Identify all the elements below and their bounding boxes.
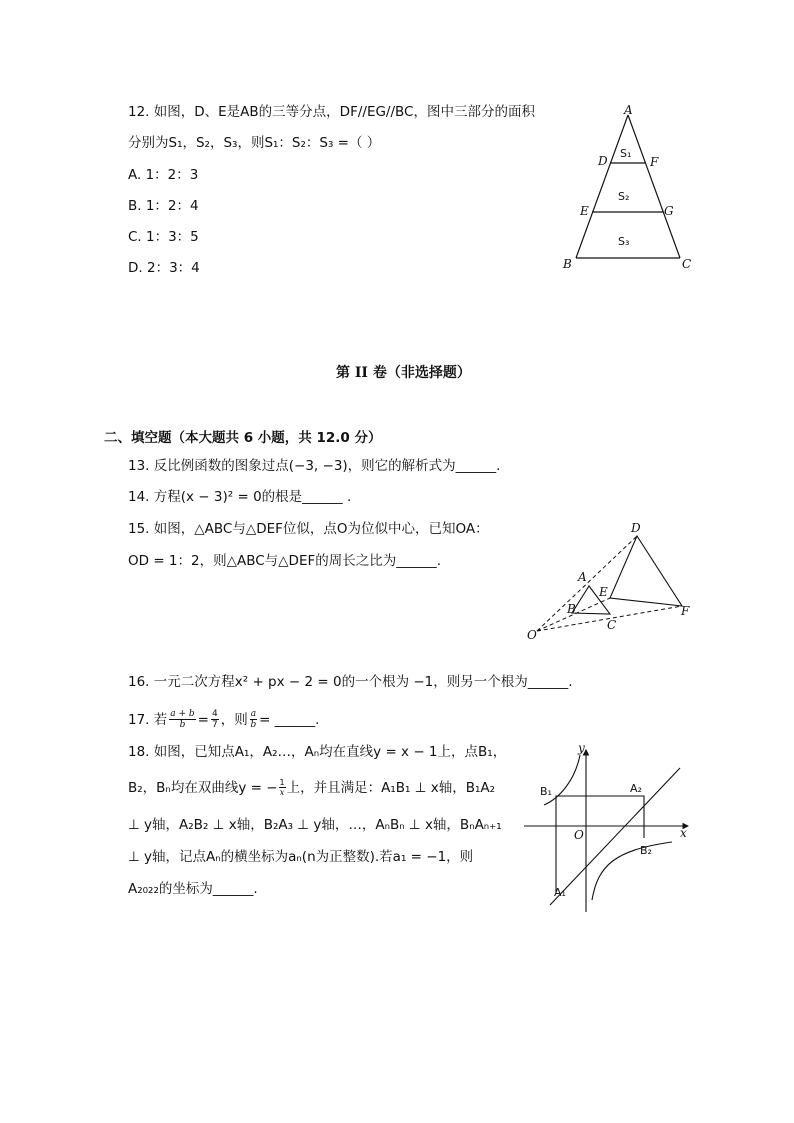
q17-frac2-den: 7 [211,720,218,730]
part2-title: 第 II 卷（非选择题） [336,365,471,381]
q15-homothety-figure [525,518,705,648]
q17-prefix: 17. 若 [128,711,168,728]
q12-line1: 12. 如图，D、E是AB的三等分点，DF//EG//BC，图中三部分的面积 [128,104,535,120]
q17-frac2-num: 4 [211,709,218,719]
q12-trapezoid-figure [560,100,700,275]
q12-option-c[interactable]: C. 1：3：5 [128,229,199,245]
label-a: A [624,103,633,117]
q15-line1: 15. 如图，△ABC与△DEF位似，点O为位似中心，已知OA： [128,521,489,537]
label-b2: B₂ [640,844,652,857]
label-e: E [599,585,608,599]
line-ac [628,115,680,258]
q12-option-a[interactable]: A. 1：2：3 [128,167,199,183]
q18-line2a: B₂，Bₙ均在双曲线y = − [128,779,278,796]
q17-fraction-2 [211,709,219,730]
q18-frac-num: 1 [279,778,285,787]
q15-line2: OD = 1：2，则△ABC与△DEF的周长之比为______. [128,553,442,569]
label-f: F [650,155,659,169]
label-b: B [563,257,572,271]
q17-frac3-den: b [250,720,257,730]
section2-heading: 二、填空题（本大题共 6 小题，共 12.0 分） [104,430,382,446]
label-s2: S₂ [618,190,630,203]
label-x: x [680,826,687,840]
q17-suffix: = ______. [259,711,320,728]
label-a1: A₁ [554,886,566,899]
q18-line5: A₂₀₂₂的坐标为______. [128,881,258,897]
q17-frac1-num: a + b [170,709,195,719]
label-f: F [681,604,690,618]
triangle-def [610,536,682,606]
q18-line4: ⊥ y轴，记点Aₙ的横坐标为aₙ(n为正整数).若a₁ = −1，则 [128,849,474,865]
path-a1-b1-a2-b2 [556,796,644,892]
label-g: G [664,204,674,218]
label-y: y [578,741,585,755]
label-s3: S₃ [618,235,630,248]
q18-line3: ⊥ y轴，A₂B₂ ⊥ x轴，B₂A₃ ⊥ y轴，…，AₙBₙ ⊥ x轴，BₙAₙ₊₁ [128,817,502,833]
label-d: D [598,154,608,168]
q18-line1: 18. 如图，已知点A₁，A₂…，Aₙ均在直线y = x − 1上，点B₁， [128,744,507,760]
q17-frac1-den: b [179,720,186,730]
q16: 16. 一元二次方程x² + px − 2 = 0的一个根为 −1，则另一个根为______. [128,674,573,690]
q12-option-b[interactable]: B. 1：2：4 [128,198,199,214]
q18-hyperbola-figure [520,740,700,915]
q17-fraction-1 [169,709,195,730]
q18-line2 [128,778,495,797]
label-d: D [631,521,641,535]
label-o: O [527,628,537,642]
line-y-equals-x-minus-1 [550,768,680,905]
q12-line2: 分别为S₁，S₂，S₃，则S₁：S₂：S₃ =（ ） [128,135,381,151]
q17 [128,709,319,730]
hyperbola-branch-right [592,842,672,900]
q17-frac3-num: a [250,709,257,719]
label-s1: S₁ [620,147,632,160]
label-c: C [682,257,692,271]
q13: 13. 反比例函数的图象过点(−3, −3)，则它的解析式为______. [128,458,501,474]
label-c: C [607,618,617,632]
label-b: B [567,602,576,616]
q14: 14. 方程(x − 3)² = 0的根是______ . [128,489,352,505]
label-o: O [574,828,584,842]
q17-mid: ，则 [220,711,248,728]
q17-eq: = [197,711,209,728]
q18-fraction [279,778,286,797]
label-b1: B₁ [540,785,552,798]
label-a: A [578,570,587,584]
q12-option-d[interactable]: D. 2：3：4 [128,260,200,276]
q18-line2b: 上，并且满足：A₁B₁ ⊥ x轴，B₁A₂ [286,779,496,796]
label-e: E [580,204,589,218]
label-a2: A₂ [630,782,642,795]
q18-frac-den: x [279,788,285,797]
q17-fraction-3 [250,709,257,730]
